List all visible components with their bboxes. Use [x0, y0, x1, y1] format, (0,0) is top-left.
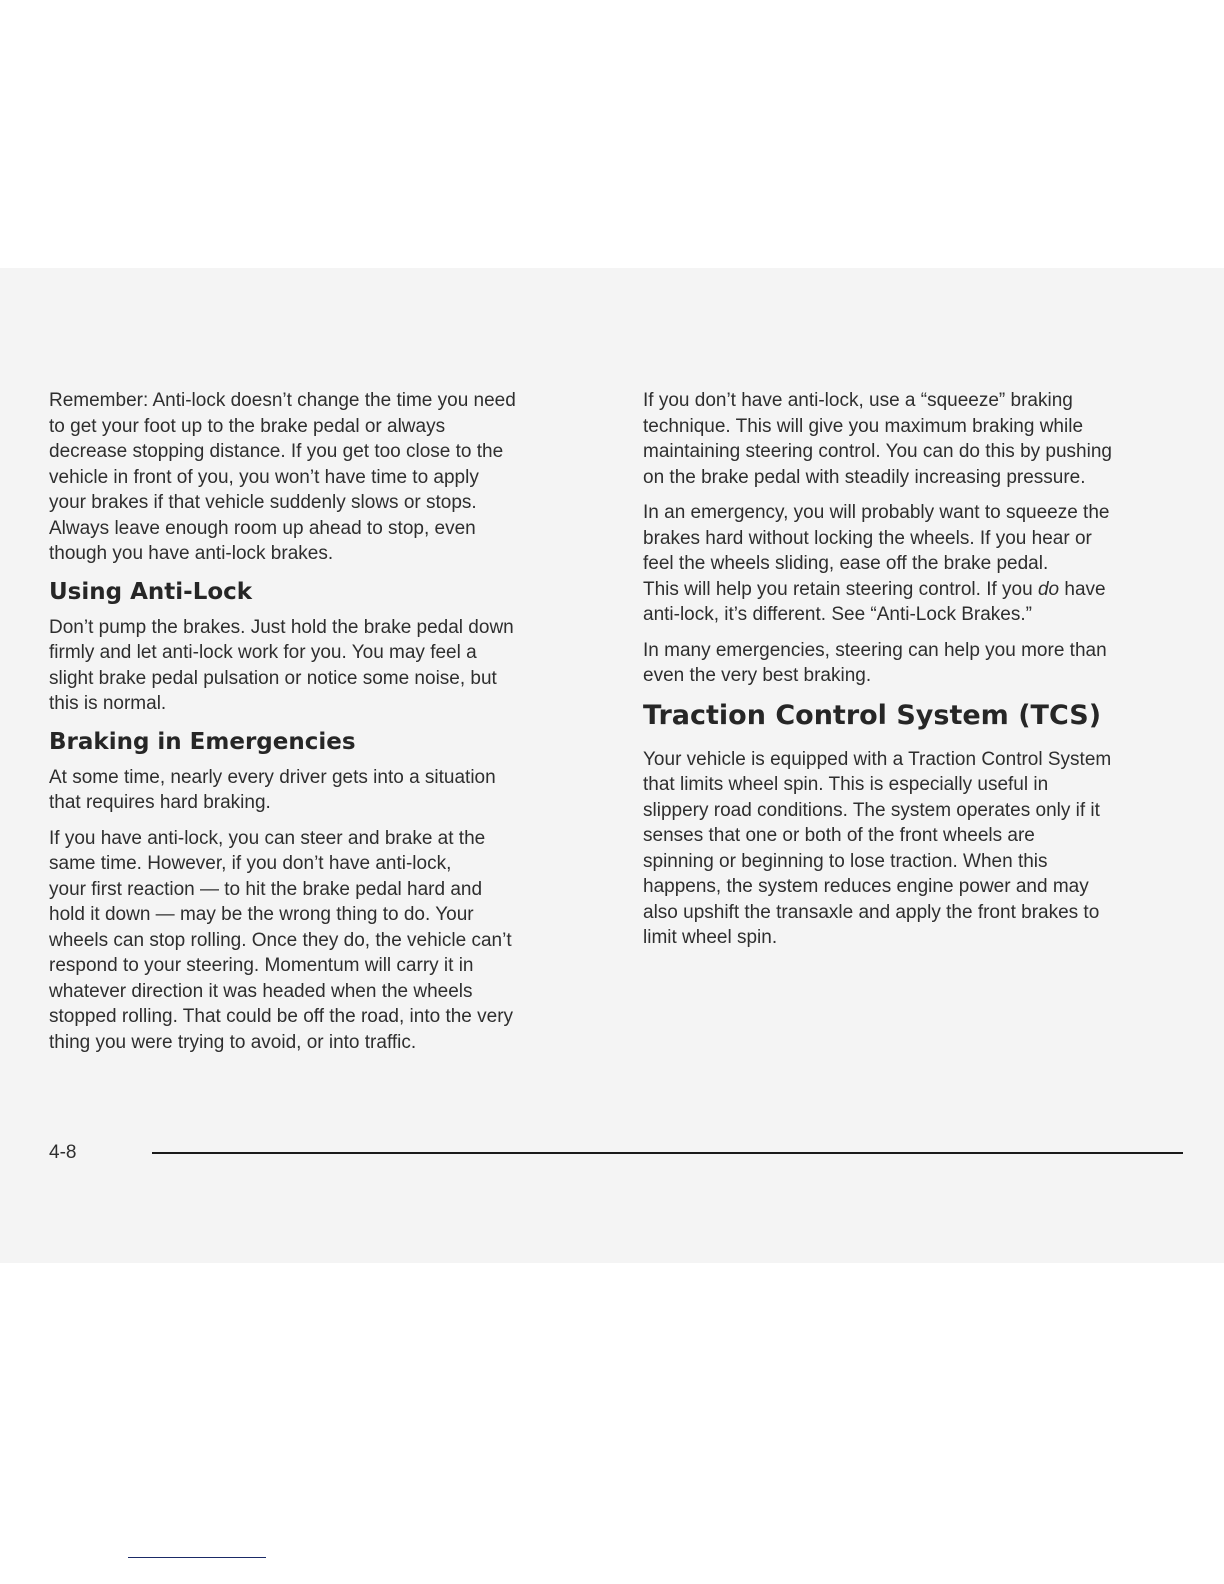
page-number: 4-8: [49, 1142, 77, 1163]
bottom-link-rule: [128, 1557, 266, 1558]
paragraph-dont-pump: Don’t pump the brakes. Just hold the brake pedal down firmly and let anti-lock work for you. You may feel a slight brake pedal pulsation or notice some noise, but this is normal.: [49, 616, 514, 714]
paragraph-emergency-text-b: have anti-lock, it’s different. See “Anti-Lock Brakes.”: [643, 578, 1106, 625]
paragraph-tcs-description: Your vehicle is equipped with a Traction Control System that limits wheel spin. This is especially useful in slippery road conditions. The system operates only if it senses that one or both of the front wheels are spinning or beginning to lose traction. When this happens, the system reduces engine power and may also upshift the transaxle and apply the front brakes to limit wheel spin.: [643, 748, 1112, 948]
heading-braking-in-emergencies: Braking in Emergencies: [49, 728, 356, 755]
paragraph-emergency-squeeze: [643, 500, 1191, 628]
paragraph-steering-helps: In many emergencies, steering can help you more than even the very best braking.: [643, 639, 1107, 686]
heading-traction-control-system: Traction Control System (TCS): [643, 699, 1102, 731]
paragraph-squeeze-braking: If you don’t have anti-lock, use a “squeeze” braking technique. This will give you maximum braking while maintaining steering control. You can do this by pushing on the brake pedal with steadily increasing pressure.: [643, 390, 1112, 488]
left-column: [49, 388, 597, 1065]
heading-using-anti-lock: Using Anti-Lock: [49, 578, 253, 605]
paragraph-emergency-emphasis: do: [1037, 578, 1060, 600]
paragraph-remember: Remember: Anti-lock doesn’t change the time you need to get your foot up to the brake pedal or always decrease stopping distance. If you get too close to the vehicle in front of you, you won’t have time to apply your brakes if that vehicle suddenly slows or stops. Always leave enough room up ahead to stop, even though you have anti-lock brakes.: [49, 390, 516, 564]
paragraph-steer-and-brake: If you have anti-lock, you can steer and brake at the same time. However, if you don’t have anti-lock, your first reaction — to hit the brake pedal hard and hold it down — may be the wrong thing to do. Your wheels can stop rolling. Once they do, the vehicle can’t respond to your steering. Momentum will carry it in whatever direction it was headed when the wheels stopped rolling. That could be off the road, into the very thing you were trying to avoid, or into traffic.: [49, 827, 514, 1053]
paragraph-hard-braking: At some time, nearly every driver gets into a situation that requires hard braking.: [49, 766, 496, 813]
paragraph-emergency-text-a: In an emergency, you will probably want to squeeze the brakes hard without locking the wheels. If you hear or feel the wheels sliding, ease off the brake pedal. This will help you retain steering control. If you: [643, 502, 1110, 600]
right-column: [643, 388, 1191, 961]
footer-rule: [152, 1152, 1183, 1154]
